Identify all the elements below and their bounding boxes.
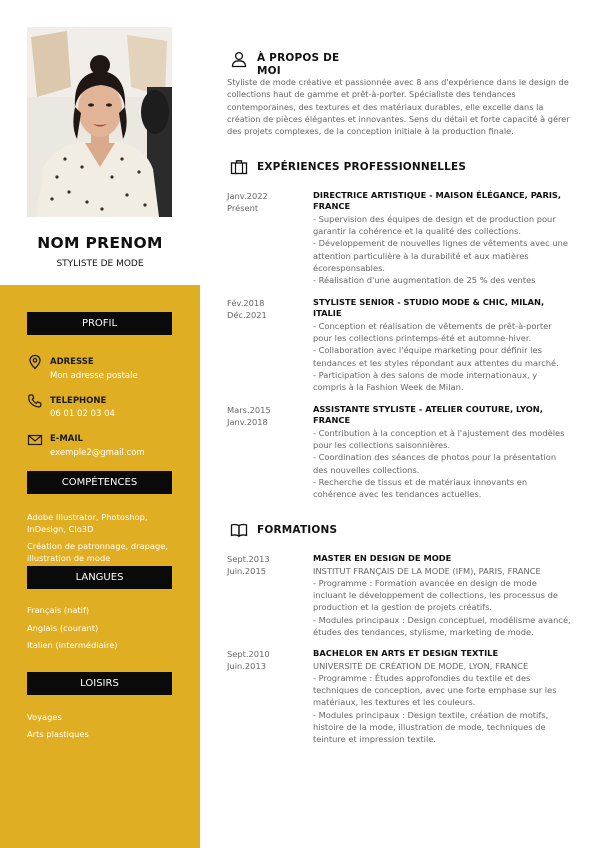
email-value: exemple2@gmail.com bbox=[50, 448, 145, 458]
hobby-item: Arts plastiques bbox=[27, 729, 89, 739]
email-label: E-MAIL bbox=[50, 434, 83, 444]
end-date: Juin.2013 bbox=[227, 661, 267, 671]
degree-title: BACHELOR EN ARTS ET DESIGN TEXTILE bbox=[313, 648, 499, 658]
job-title: STYLISTE DE MODE bbox=[56, 259, 144, 269]
envelope-icon bbox=[27, 432, 43, 448]
hobbies-section-title: LOISIRS bbox=[27, 672, 172, 695]
bullet: - Développement de nouvelles lignes de vêtements avec une attention particulière à la durabilité et aux matières écoresponsables. bbox=[313, 238, 568, 273]
experience-bullets bbox=[313, 320, 571, 393]
education-bullets bbox=[313, 672, 571, 745]
education-bullets bbox=[313, 577, 571, 638]
user-icon bbox=[230, 50, 248, 68]
languages-section-title: LANGUES bbox=[27, 566, 172, 589]
bullet: - Collaboration avec l'équipe marketing pour définir les tendances et les styles répondant aux attentes du marché. bbox=[313, 345, 559, 368]
bullet: - Recherche de tissus et de matériaux innovants en cohérence avec les tendances actuelles. bbox=[313, 476, 528, 500]
end-date: Déc.2021 bbox=[227, 310, 267, 320]
bullet: - Participation à des salons de mode internationaux, y compris à la Fashion Week de Milan. bbox=[313, 369, 538, 393]
school-name: INSTITUT FRANÇAIS DE LA MODE (IFM), PARIS, FRANCE bbox=[313, 566, 541, 576]
phone-icon bbox=[27, 393, 43, 409]
map-pin-icon bbox=[27, 354, 43, 370]
profile-section-title: PROFIL bbox=[27, 312, 172, 335]
experience-dates bbox=[227, 190, 307, 214]
skills-section-title: COMPÉTENCES bbox=[27, 471, 172, 494]
education-title: FORMATIONS bbox=[257, 524, 338, 536]
education-dates bbox=[227, 648, 307, 672]
start-date: Mars.2015 bbox=[227, 405, 271, 415]
end-date: Janv.2018 bbox=[227, 417, 268, 427]
experience-dates bbox=[227, 404, 307, 428]
bullet: - Supervision des équipes de design et de production pour garantir la cohérence et la qualité des collections. bbox=[313, 214, 556, 237]
experience-bullets bbox=[313, 213, 571, 286]
end-date: Présent bbox=[227, 203, 259, 213]
experience-title: EXPÉRIENCES PROFESSIONNELLES bbox=[257, 161, 467, 173]
hobby-item: Voyages bbox=[27, 712, 62, 722]
skill-item: Adobe Illustrator, Photoshop, InDesign, Clo3D bbox=[27, 512, 148, 534]
phone-label: TELEPHONE bbox=[50, 396, 107, 406]
briefcase-icon bbox=[230, 158, 248, 176]
address-value: Mon adresse postale bbox=[50, 371, 138, 381]
experience-job-title: DIRECTRICE ARTISTIQUE - MAISON ÉLÉGANCE, PARIS, FRANCE bbox=[313, 190, 562, 211]
language-item: Anglais (courant) bbox=[27, 623, 99, 633]
phone-value: 06 01 02 03 04 bbox=[50, 409, 115, 419]
bullet: - Programme : Études approfondies du textile et des techniques de conception, avec une forte emphase sur les matériaux, les textures et les couleurs. bbox=[313, 673, 557, 708]
experience-job-title: ASSISTANTE STYLISTE - ATELIER COUTURE, LYON, FRANCE bbox=[313, 404, 543, 425]
language-item: Italien (intermédiaire) bbox=[27, 640, 118, 650]
bullet: - Contribution à la conception et à l'ajustement des modèles pour les collections saisonnières. bbox=[313, 428, 565, 451]
profile-photo bbox=[27, 27, 172, 217]
bullet: - Réalisation d'une augmentation de 25 % des ventes bbox=[313, 275, 536, 286]
bullet: - Programme : Formation avancée en design de mode incluant le développement de collections, les processus de production et la gestion de projets créatifs. bbox=[313, 578, 558, 613]
start-date: Sept.2010 bbox=[227, 649, 270, 659]
bullet: - Modules principaux : Design textile, création de motifs, histoire de la mode, illustration de mode, techniques de teinture et impression textile. bbox=[313, 709, 549, 745]
start-date: Sept.2013 bbox=[227, 554, 270, 564]
book-icon bbox=[230, 521, 248, 539]
experience-dates bbox=[227, 297, 307, 321]
start-date: Fév.2018 bbox=[227, 298, 265, 308]
bullet: - Coordination des séances de photos pour la présentation des nouvelles collections. bbox=[313, 452, 557, 475]
bullet: - Modules principaux : Design conceptuel, modélisme avancé, études des tendances, stylisme, marketing de mode. bbox=[313, 614, 571, 637]
language-item: Français (natif) bbox=[27, 605, 90, 615]
address-label: ADRESSE bbox=[50, 357, 94, 367]
candidate-name: NOM PRENOM bbox=[37, 234, 163, 252]
start-date: Janv.2022 bbox=[227, 191, 268, 201]
bullet: - Conception et réalisation de vêtements de prêt-à-porter pour les collections printemps-été et automne-hiver. bbox=[313, 321, 552, 344]
education-dates bbox=[227, 553, 307, 577]
skill-item: Création de patronnage, drapage, illustration de mode bbox=[27, 541, 169, 563]
school-name: UNIVERSITÉ DE CRÉATION DE MODE, LYON, FRANCE bbox=[313, 661, 529, 671]
experience-job-title: STYLISTE SENIOR - STUDIO MODE & CHIC, MILAN, ITALIE bbox=[313, 297, 545, 318]
about-title: À PROPOS DE MOI bbox=[257, 52, 340, 77]
about-text: Styliste de mode créative et passionnée avec 8 ans d'expérience dans le design de collections haut de gamme et prêt-à-porter. Spécialiste des tendances contemporaines, des textures et des matériaux durables, elle excelle dans la création de pièces élégantes et innovantes. Sens du détail et forte capacité à gérer des projets complexes, de la conception initiale à la production finale. bbox=[227, 77, 570, 137]
degree-title: MASTER EN DESIGN DE MODE bbox=[313, 553, 452, 563]
end-date: Juin.2015 bbox=[227, 566, 267, 576]
experience-bullets bbox=[313, 427, 571, 500]
